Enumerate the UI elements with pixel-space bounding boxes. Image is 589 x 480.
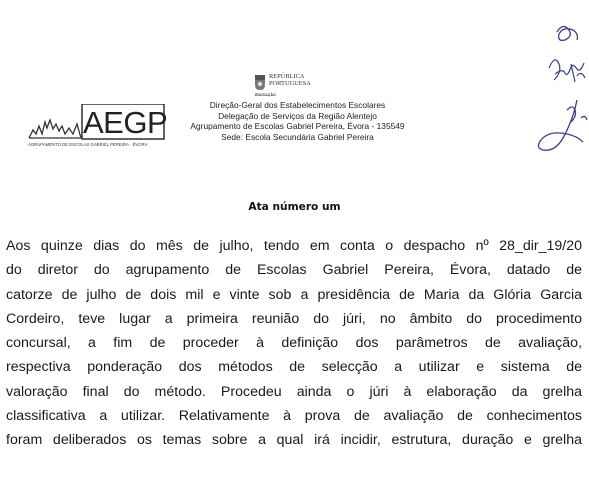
- handwritten-signatures: [519, 14, 589, 164]
- portuguesa-label: PORTUGUESA: [269, 80, 311, 87]
- body-line: foram deliberados os temas sobre a qual irá incidir, estrutura, duração e grelha: [6, 432, 582, 449]
- logo-subtitle: AGRUPAMENTO DE ESCOLAS GABRIEL PEREIRA · ÉVORA: [28, 142, 148, 147]
- body-line: classificativa a utilizar. Relativamente à prova de avaliação de conhecimentos: [6, 408, 582, 425]
- aegp-logo: [28, 104, 173, 150]
- document-body: [6, 234, 582, 453]
- body-line: Aos quinze dias do mês de julho, tendo em conta o despacho nº 28_dir_19/20: [6, 238, 582, 254]
- document-title: Ata número um: [248, 201, 341, 213]
- body-line: Cordeiro, teve lugar a primeira reunião do júri, no âmbito do procedimento: [6, 310, 582, 327]
- logo-text: AEGP: [83, 105, 168, 140]
- header-line: Delegação de Serviços da Região Alentejo: [218, 110, 377, 121]
- body-line: catorze de julho de dois mil e vinte sob a presidência de Maria da Glória Garcia: [6, 286, 582, 303]
- organization-header: [168, 100, 427, 142]
- republic-label: REPÚBLICA: [269, 73, 305, 80]
- republic-emblem: [254, 73, 326, 99]
- coat-of-arms-icon: [254, 74, 266, 91]
- body-line: valoração final do método. Procedeu ainda o júri à elaboração da grelha: [6, 383, 582, 400]
- header-line: Agrupamento de Escolas Gabriel Pereira, Évora - 135549: [190, 121, 405, 132]
- header-line: Sede: Escola Secundária Gabriel Pereira: [221, 131, 374, 142]
- body-line: respectiva ponderação dos métodos de selecção a utilizar e sistema de: [6, 359, 582, 376]
- header-line: Direção-Geral dos Estabelecimentos Escolares: [209, 100, 386, 110]
- body-line: concursal, a fim de proceder à definição dos parâmetros de avaliação,: [6, 335, 582, 352]
- body-line: do diretor do agrupamento de Escolas Gabriel Pereira, Évora, datado de: [6, 262, 582, 279]
- education-label: EDUCAÇÃO: [255, 93, 276, 97]
